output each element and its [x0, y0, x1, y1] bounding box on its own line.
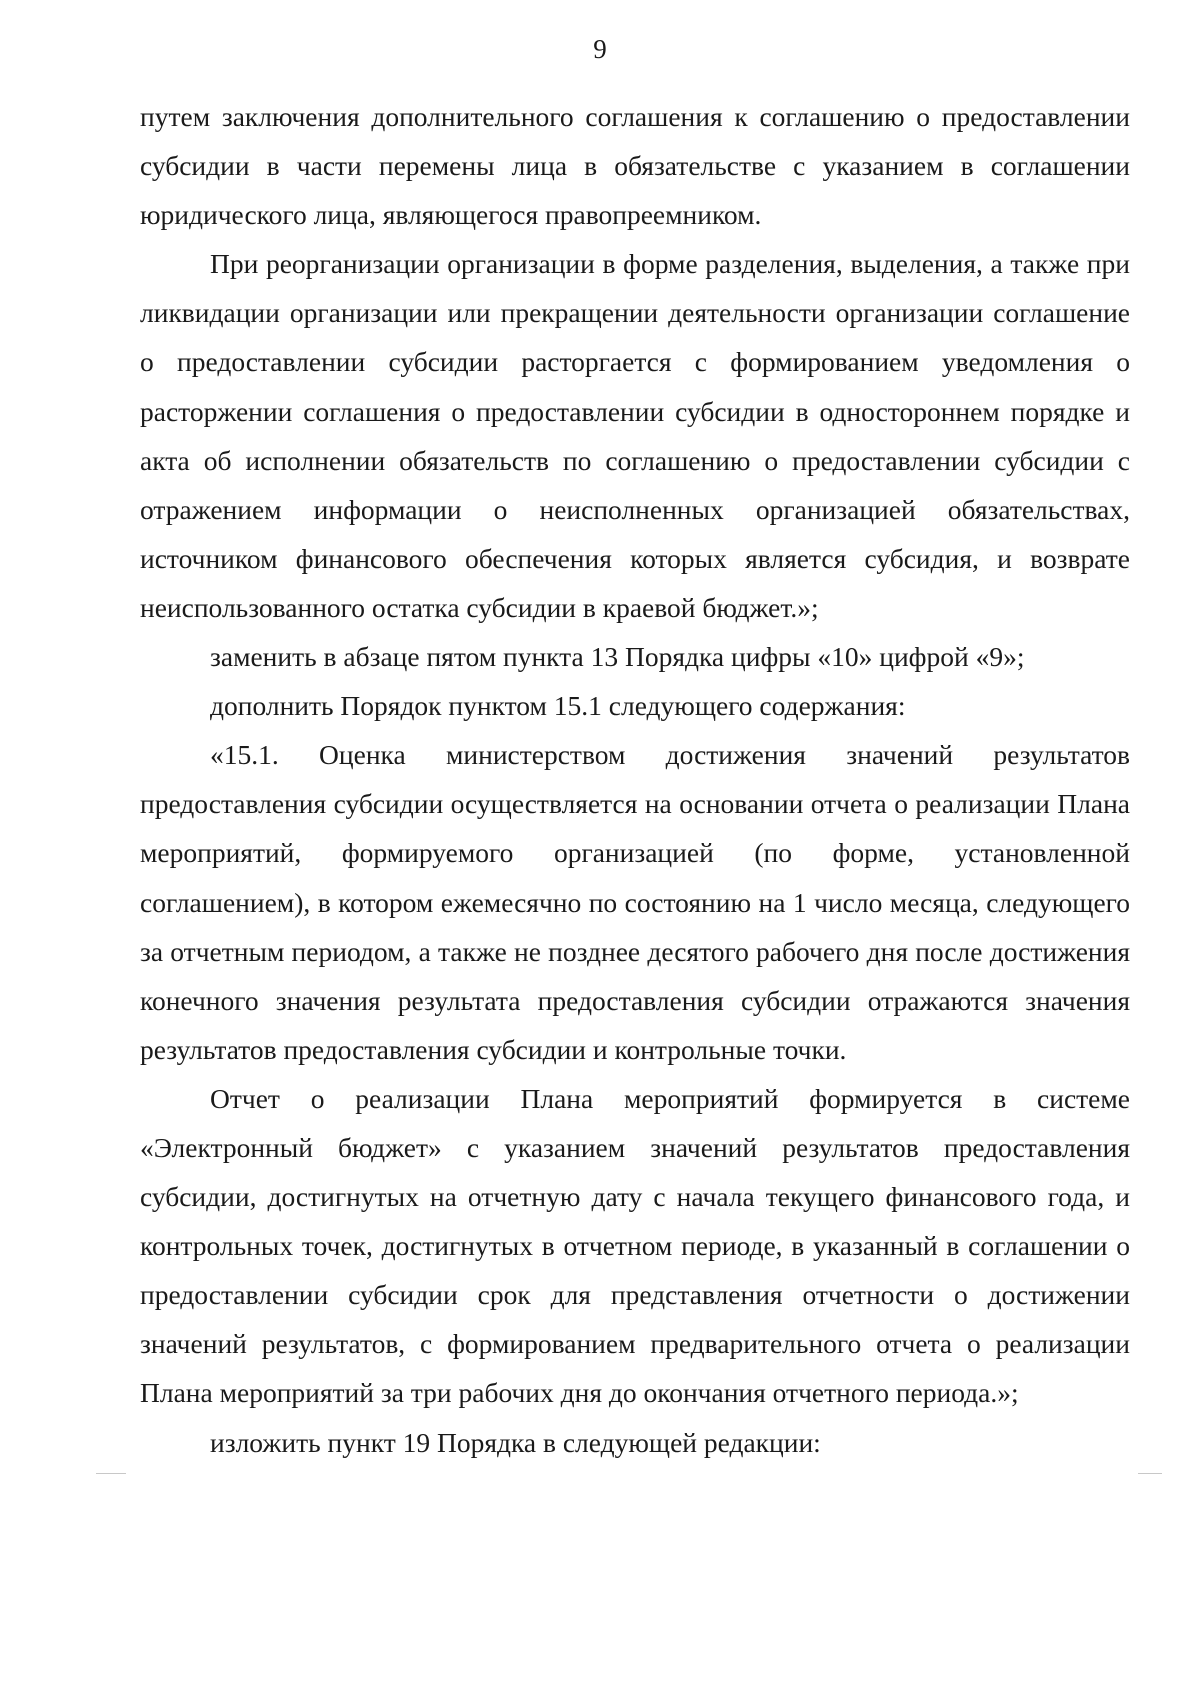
paragraph-report: Отчет о реализации Плана мероприятий формируется в системе «Электронный бюджет» с указанием значений результатов предоставления субсидии, достигнутых на отчетную дату с начала текущего финансового года, и контрольных точек, достигнутых в отчетном периоде, в указанный в соглашении о предоставлении субсидии срок для представления отчетности о достижении значений результатов, с формированием предварительного отчета о реализации Плана мероприятий за три рабочих дня до окончания отчетного периода.»; [140, 1082, 1130, 1409]
document-body [140, 92, 1130, 1467]
paragraph-continuation: путем заключения дополнительного соглашения к соглашению о предоставлении субсидии в части перемены лица в обязательстве с указанием в соглашении юридического лица, являющегося правопреемником. [140, 101, 1130, 231]
paragraph-point-19: изложить пункт 19 Порядка в следующей редакции: [210, 1426, 821, 1458]
scan-artifact-right [1138, 1473, 1162, 1474]
paragraph-replace-digits: заменить в абзаце пятом пункта 13 Порядка цифры «10» цифрой «9»; [210, 641, 1025, 673]
paragraph-add-point: дополнить Порядок пунктом 15.1 следующего содержания: [210, 690, 906, 722]
page-number: 9 [593, 34, 607, 64]
paragraph-point-15-1: «15.1. Оценка министерством достижения значений результатов предоставления субсидии осуществляется на основании отчета о реализации Плана мероприятий, формируемого организацией (по форме, установленной соглашением), в котором ежемесячно по состоянию на 1 число месяца, следующего за отчетным периодом, а также не позднее десятого рабочего дня после достижения конечного значения результата предоставления субсидии отражаются значения результатов предоставления субсидии и контрольные точки. [140, 739, 1130, 1065]
scan-artifact-left [96, 1473, 126, 1474]
paragraph-reorganization: При реорганизации организации в форме разделения, выделения, а также при ликвидации организации или прекращении деятельности организации соглашение о предоставлении субсидии расторгается с формированием уведомления о расторжении соглашения о предоставлении субсидии в одностороннем порядке и акта об исполнении обязательств по соглашению о предоставлении субсидии с отражением информации о неисполненных организацией обязательствах, источником финансового обеспечения которых является субсидия, и возврате неиспользованного остатка субсидии в краевой бюджет.»; [140, 248, 1130, 623]
